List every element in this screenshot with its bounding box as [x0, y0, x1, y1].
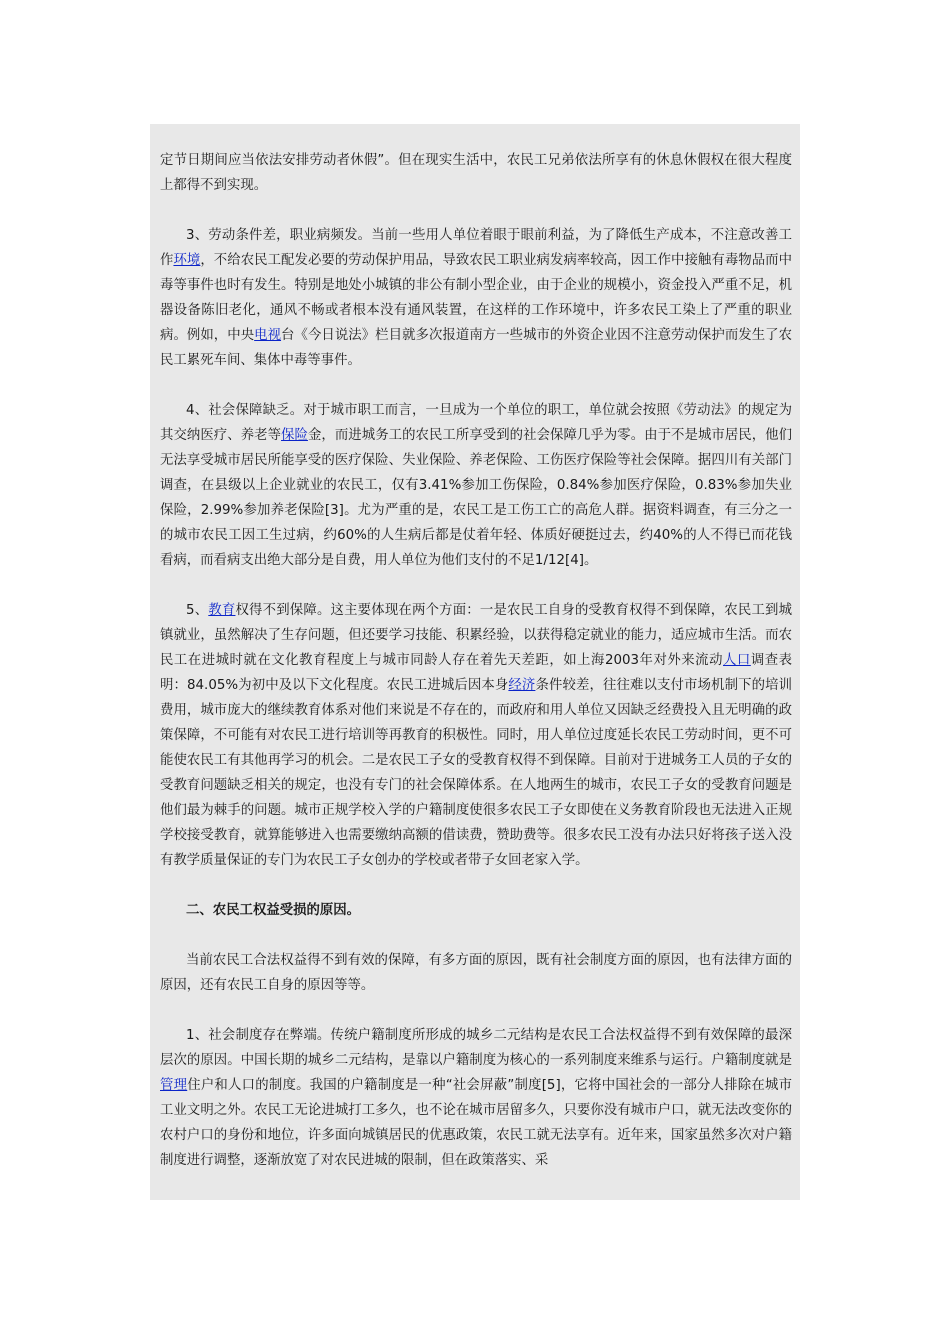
keyword-link[interactable]: 经济 [508, 678, 536, 693]
body-paragraph [160, 948, 792, 998]
paragraph-text: 权得不到保障。这主要体现在两个方面：一是农民工自身的受教育权得不到保障，农民工到城镇就业，虽然解决了生存问题，但还要学习技能、积累经验，以获得稳定就业的能力，适应城市生活。而农民工在进城时就在文化教育程度上与城市同龄人存在着先天差距，如上海2003年对外来流动 [160, 603, 793, 668]
section-heading [160, 898, 792, 923]
body-paragraph [160, 1023, 792, 1173]
keyword-link[interactable]: 保险 [281, 428, 308, 443]
document-page-block [150, 124, 800, 1200]
keyword-link[interactable]: 人口 [723, 653, 751, 668]
paragraph-text: 台《今日说法》栏目就多次报道南方一些城市的外资企业因不注意劳动保护而发生了农民工累死车间、集体中毒等事件。 [160, 328, 793, 368]
keyword-link[interactable]: 教育 [208, 603, 236, 618]
paragraph-text: ，不给农民工配发必要的劳动保护用品，导致农民工职业病发病率较高，因工作中接触有毒物品而中毒等事件也时有发生。特别是地处小城镇的非公有制小型企业，由于企业的规模小，资金投入严重不足，机器设备陈旧老化，通风不畅或者根本没有通风装置，在这样的工作环境中，许多农民工染上了严重的职业病。例如，中央 [160, 253, 793, 343]
paragraph-text: 4、社会保障缺乏。对于城市职工而言，一旦成为一个单位的职工，单位就会按照《劳动法》的规定为其交纳医疗、养老等 [160, 403, 792, 443]
paragraph-text: 金，而进城务工的农民工所享受到的社会保障几乎为零。由于不是城市居民，他们无法享受城市居民所能享受的医疗保险、失业保险、养老保险、工伤医疗保险等社会保障。据四川有关部门调查，在县级以上企业就业的农民工，仅有3.41%参加工伤保险，0.84%参加医疗保险，0.83%参加失业保险，2.99%参加养老保险[3]。尤为严重的是，农民工是工伤工亡的高危人群。据资料调查，有三分之一的城市农民工因工生过病，约60%的人生病后都是仗着年轻、体质好硬挺过去，约40%的人不得已而花钱看病，而看病支出绝大部分是自费，用人单位为他们支付的不足1/12[4]。 [160, 428, 793, 568]
paragraph-text: 调查表明：84.05%为初中及以下文化程度。农民工进城后因本身 [160, 653, 793, 693]
paragraph-text: 5、 [186, 603, 209, 618]
keyword-link[interactable]: 管理 [160, 1078, 188, 1093]
keyword-link[interactable]: 电视 [254, 328, 282, 343]
paragraph-text: 定节日期间应当依法安排劳动者休假”。但在现实生活中，农民工兄弟依法所享有的休息休假权在很大程度上都得不到实现。 [160, 153, 792, 193]
body-paragraph [160, 148, 792, 198]
paragraph-text: 当前农民工合法权益得不到有效的保障，有多方面的原因，既有社会制度方面的原因，也有法律方面的原因，还有农民工自身的原因等等。 [160, 953, 792, 993]
document-body [160, 148, 792, 1198]
paragraph-text: 条件较差，往往难以支付市场机制下的培训费用，城市庞大的继续教育体系对他们来说是不存在的，而政府和用人单位又因缺乏经费投入且无明确的政策保障，不可能有对农民工进行培训等再教育的积极性。同时，用人单位过度延长农民工劳动时间，更不可能使农民工有其他再学习的机会。二是农民工子女的受教育权得不到保障。目前对于进城务工人员的子女的受教育问题缺乏相关的规定，也没有专门的社会保障体系。在人地两生的城市，农民工子女的受教育问题是他们最为棘手的问题。城市正规学校入学的户籍制度使很多农民工子女即使在义务教育阶段也无法进入正规学校接受教育，就算能够进入也需要缴纳高额的借读费，赞助费等。很多农民工没有办法只好将孩子送入没有教学质量保证的专门为农民工子女创办的学校或者带子女回老家入学。 [160, 678, 793, 868]
body-paragraph [160, 223, 792, 373]
body-paragraph [160, 398, 792, 573]
paragraph-text: 二、农民工权益受损的原因。 [186, 903, 361, 918]
keyword-link[interactable]: 环境 [173, 253, 201, 268]
body-paragraph [160, 598, 792, 873]
paragraph-text: 1、社会制度存在弊端。传统户籍制度所形成的城乡二元结构是农民工合法权益得不到有效保障的最深层次的原因。中国长期的城乡二元结构，是靠以户籍制度为核心的一系列制度来维系与运行。户籍制度就是 [160, 1028, 792, 1068]
paragraph-text: 住户和人口的制度。我国的户籍制度是一种“社会屏蔽”制度[5]，它将中国社会的一部分人排除在城市工业文明之外。农民工无论进城打工多久，也不论在城市居留多久，只要你没有城市户口，就无法改变你的农村户口的身份和地位，许多面向城镇居民的优惠政策，农民工就无法享有。近年来，国家虽然多次对户籍制度进行调整，逐渐放宽了对农民进城的限制，但在政策落实、采 [160, 1078, 792, 1168]
paragraph-text: 3、劳动条件差，职业病频发。当前一些用人单位着眼于眼前利益，为了降低生产成本，不注意改善工作 [160, 228, 792, 268]
